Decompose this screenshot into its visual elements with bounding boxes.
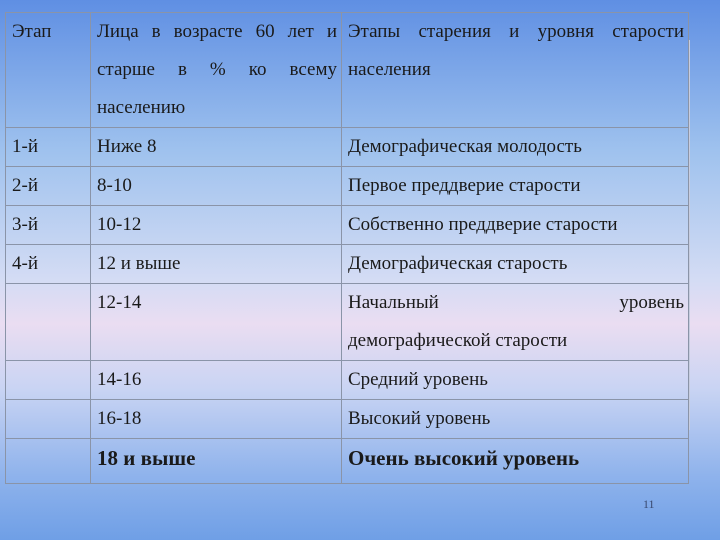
table-row (6, 400, 689, 439)
table-row (6, 128, 689, 167)
cell-percent: 14-16 (91, 361, 342, 400)
table-row (6, 206, 689, 245)
cell-percent: 12 и выше (91, 245, 342, 284)
cell-stage (6, 284, 91, 361)
cell-stage: 1-й (6, 128, 91, 167)
cell-stage (6, 439, 91, 484)
cell-percent: Ниже 8 (91, 128, 342, 167)
header-stage: Этап (6, 13, 91, 128)
cell-level: Высокий уровень (342, 400, 689, 439)
table-row (6, 284, 689, 361)
cell-level: Собственно преддверие старости (342, 206, 689, 245)
table-row (6, 361, 689, 400)
cell-stage: 4-й (6, 245, 91, 284)
page-number: 11 (643, 497, 655, 511)
aging-stages-table (5, 12, 689, 484)
table-row (6, 245, 689, 284)
cell-percent: 18 и выше (91, 439, 342, 484)
cell-level: Демографическая молодость (342, 128, 689, 167)
cell-level: Первое преддверие старости (342, 167, 689, 206)
cell-percent: 16-18 (91, 400, 342, 439)
cell-level: Средний уровень (342, 361, 689, 400)
cell-stage (6, 400, 91, 439)
aging-stages-table-container (5, 12, 688, 484)
cell-percent: 8-10 (91, 167, 342, 206)
cell-level-line-2: демографической старости (348, 330, 568, 351)
header-level: Этапы старения и уровня старости населения (342, 13, 689, 128)
cell-percent: 12-14 (91, 284, 342, 361)
cell-level-word-left: Начальный (348, 292, 439, 313)
cell-percent: 10-12 (91, 206, 342, 245)
cell-stage (6, 361, 91, 400)
table-row (6, 439, 689, 484)
cell-stage: 2-й (6, 167, 91, 206)
cell-level-line-1 (348, 284, 684, 322)
cell-level (342, 284, 689, 361)
table-header-row (6, 13, 689, 128)
cell-stage: 3-й (6, 206, 91, 245)
cell-level: Очень высокий уровень (342, 439, 689, 484)
header-percent: Лица в возрасте 60 лет и старше в % ко всему населению (91, 13, 342, 128)
cell-level-word-right: уровень (619, 292, 684, 313)
cell-level: Демографическая старость (342, 245, 689, 284)
table-row (6, 167, 689, 206)
